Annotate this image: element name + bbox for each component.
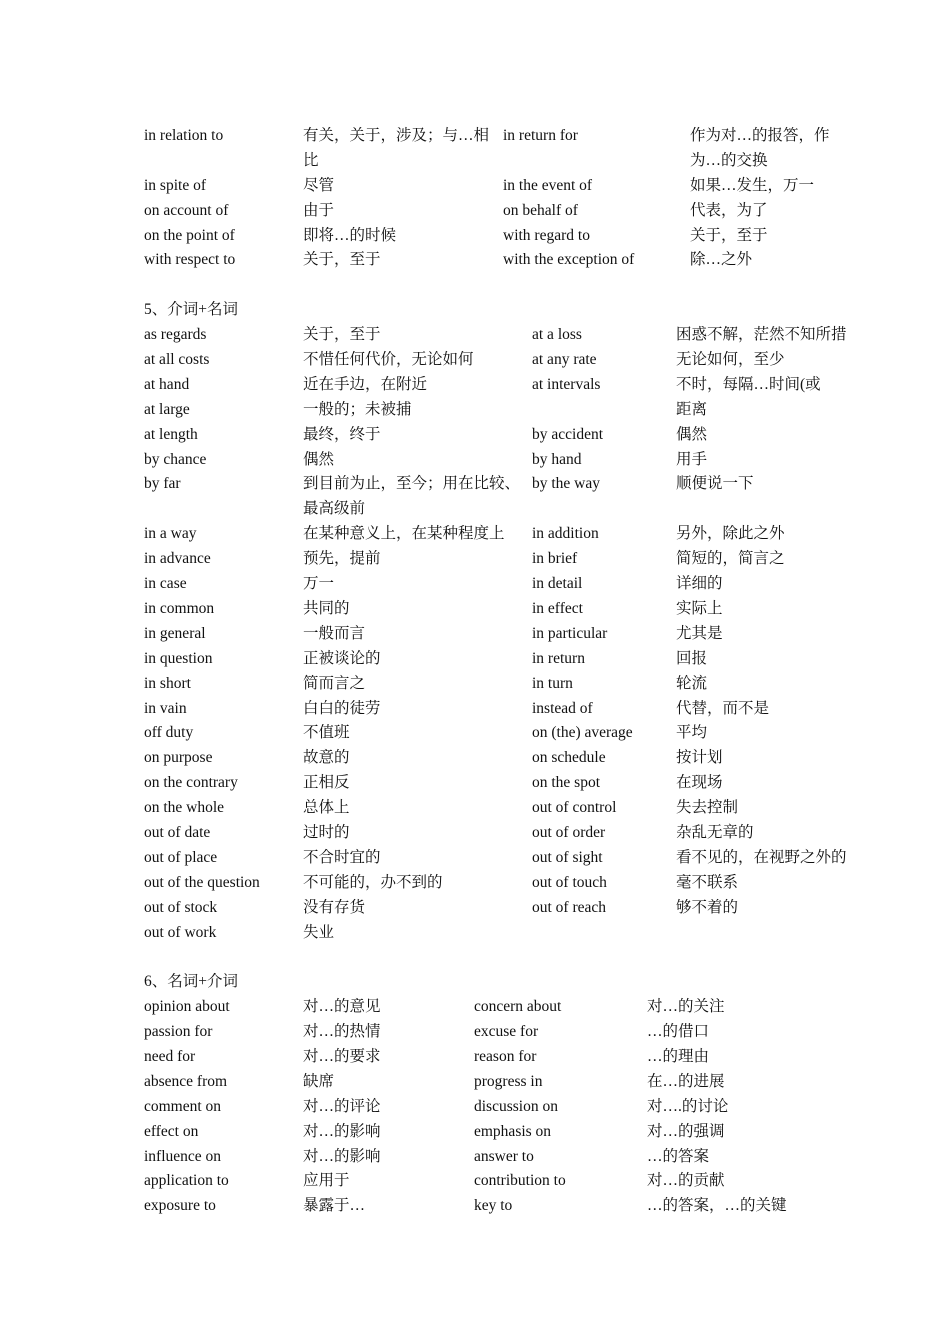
phrase-chinese: 过时的 [303,823,350,841]
phrase-chinese: 白白的徒劳 [303,699,381,717]
phrase-row [144,746,884,771]
phrase-chinese: 杂乱无章的 [676,823,754,841]
phrase-row [144,423,884,448]
phrase-english: as regards [144,326,207,344]
phrase-english: reason for [474,1047,537,1065]
phrase-row [144,472,884,522]
phrase-row [144,1045,884,1070]
phrase-english: in advance [144,550,211,568]
phrase-chinese: 缺席 [303,1072,335,1090]
phrase-english: in question [144,649,213,667]
phrase-english: off duty [144,724,194,742]
phrase-row [144,672,884,697]
phrase-row [144,398,884,423]
phrase-english: out of date [144,823,211,841]
phrase-table-prepositional [144,124,884,273]
phrase-english: in particular [532,624,608,642]
phrase-chinese: 如果…发生，万一 [690,176,815,194]
phrase-english: out of the question [144,873,260,891]
section-6-heading: 6、名词+介词 [144,973,238,991]
phrase-chinese: 近在手边，在附近 [303,375,428,393]
phrase-row [144,622,884,647]
phrase-row [144,1070,884,1095]
phrase-chinese: 有关，关于，涉及；与…相比 [303,127,490,169]
phrase-row [144,323,884,348]
phrase-chinese: 详细的 [676,575,723,593]
phrase-english: on (the) average [532,724,633,742]
phrase-english: in the event of [503,176,593,194]
phrase-chinese: 尽管 [303,176,335,194]
phrase-chinese: 另外，除此之外 [676,525,785,543]
phrase-english: at any rate [532,351,597,369]
phrase-english: with regard to [503,226,590,244]
phrase-english: with respect to [144,251,236,269]
phrase-table-preposition-noun [144,323,884,945]
phrase-chinese: 对…的热情 [303,1023,381,1041]
phrase-chinese: 即将…的时候 [303,226,397,244]
phrase-english: by far [144,475,181,493]
phrase-row [144,697,884,722]
phrase-chinese: 关于，至于 [690,226,768,244]
phrase-chinese: 作为对…的报答，作为…的交换 [690,127,830,169]
phrase-chinese: 最终，终于 [303,425,381,443]
phrase-row [144,995,884,1020]
phrase-chinese: …的借口 [647,1023,710,1041]
phrase-row [144,896,884,921]
phrase-english: in general [144,624,206,642]
phrase-english: in return for [503,127,578,144]
phrase-english: in a way [144,525,197,543]
phrase-table-noun-preposition [144,995,884,1219]
phrase-english: in return [532,649,585,667]
phrase-english: key to [474,1197,513,1215]
phrase-english: in effect [532,599,583,617]
phrase-english: in short [144,674,191,692]
phrase-english: by chance [144,450,207,468]
phrase-row [144,124,884,174]
phrase-chinese: 实际上 [676,599,723,617]
phrase-chinese: 简短的，简言之 [676,550,785,568]
phrase-chinese: 预先，提前 [303,550,381,568]
phrase-chinese: 总体上 [303,799,350,817]
phrase-chinese: 在某种意义上，在某种程度上 [303,525,505,543]
phrase-chinese: 不惜任何代价，无论如何 [303,351,474,369]
phrase-english: emphasis on [474,1122,552,1140]
phrase-row [144,846,884,871]
phrase-row [144,199,884,224]
phrase-row [144,1020,884,1045]
phrase-chinese: 偶然 [676,425,708,443]
phrase-chinese: 对…的影响 [303,1122,381,1140]
phrase-chinese: 不时，每隔…时间(或 [676,375,821,393]
phrase-english: application to [144,1172,229,1190]
phrase-chinese: 除…之外 [690,251,753,269]
phrase-row [144,721,884,746]
phrase-chinese: 正相反 [303,774,350,792]
phrase-english: answer to [474,1147,534,1165]
phrase-english: by accident [532,425,604,443]
phrase-chinese: 平均 [676,724,708,742]
phrase-chinese: 对…的要求 [303,1047,381,1065]
section-spacer [144,273,884,298]
phrase-row [144,1194,884,1219]
phrase-english: in case [144,575,187,593]
phrase-chinese: 万一 [303,575,335,593]
phrase-chinese: 在…的进展 [647,1072,725,1090]
phrase-english: opinion about [144,998,230,1016]
phrase-chinese: 失去控制 [676,799,739,817]
phrase-chinese: 对…的强调 [647,1122,725,1140]
phrase-chinese: 对…的贡献 [647,1172,725,1190]
phrase-english: at a loss [532,326,582,344]
phrase-chinese: 距离 [676,400,708,418]
phrase-chinese: 尤其是 [676,624,723,642]
phrase-english: out of stock [144,898,218,916]
phrase-english: in addition [532,525,599,543]
phrase-english: concern about [474,998,562,1016]
phrase-row [144,348,884,373]
phrase-chinese: 对….的讨论 [647,1097,729,1115]
phrase-chinese: 关于，至于 [303,326,381,344]
phrase-english: in relation to [144,127,224,144]
section-spacer [144,945,884,970]
phrase-english: in common [144,599,215,617]
phrase-english: absence from [144,1072,228,1090]
phrase-chinese: 不值班 [303,724,350,742]
phrase-row [144,174,884,199]
phrase-english: out of touch [532,873,607,891]
phrase-row [144,1120,884,1145]
phrase-english: at intervals [532,375,601,393]
phrase-chinese: 轮流 [676,674,708,692]
phrase-english: on account of [144,201,229,219]
phrase-english: progress in [474,1072,543,1090]
phrase-chinese: 按计划 [676,749,723,767]
phrase-chinese: 没有存货 [303,898,366,916]
phrase-english: out of control [532,799,617,817]
phrase-english: by the way [532,475,601,493]
phrase-english: in vain [144,699,187,717]
phrase-english: with the exception of [503,251,635,269]
phrase-chinese: 简而言之 [303,674,366,692]
phrase-chinese: 到目前为止，至今；用在比较、最高级前 [303,475,521,518]
phrase-chinese: 故意的 [303,749,350,767]
phrase-english: effect on [144,1122,199,1140]
phrase-row [144,522,884,547]
phrase-chinese: …的理由 [647,1047,710,1065]
phrase-chinese: 毫不联系 [676,873,739,891]
phrase-row [144,796,884,821]
phrase-english: at length [144,425,198,443]
phrase-chinese: 回报 [676,649,708,667]
phrase-english: comment on [144,1097,222,1115]
phrase-row [144,1145,884,1170]
phrase-chinese: 由于 [303,201,335,219]
phrase-english: exposure to [144,1197,216,1215]
phrase-chinese: 对…的评论 [303,1097,381,1115]
phrase-chinese: 应用于 [303,1172,350,1190]
phrase-english: at hand [144,375,190,393]
phrase-english: on purpose [144,749,213,767]
phrase-english: at large [144,400,190,418]
phrase-chinese: 共同的 [303,599,350,617]
phrase-row [144,1095,884,1120]
phrase-chinese: 偶然 [303,450,335,468]
phrase-row [144,248,884,273]
phrase-chinese: 不合时宜的 [303,848,381,866]
phrase-chinese: 对…的关注 [647,998,725,1016]
phrase-english: by hand [532,450,582,468]
phrase-english: at all costs [144,351,210,369]
phrase-english: excuse for [474,1023,539,1041]
phrase-chinese: …的答案，…的关键 [647,1197,787,1215]
document-page [144,124,884,1219]
phrase-row [144,1169,884,1194]
phrase-chinese: 正被谈论的 [303,649,381,667]
phrase-chinese: 一般的；未被捕 [303,400,412,418]
phrase-chinese: 代表，为了 [690,201,768,219]
phrase-english: need for [144,1047,196,1065]
phrase-row [144,547,884,572]
phrase-chinese: 在现场 [676,774,723,792]
phrase-english: out of sight [532,848,603,866]
phrase-english: out of reach [532,898,607,916]
phrase-chinese: …的答案 [647,1147,710,1165]
phrase-english: out of order [532,823,606,841]
phrase-chinese: 看不见的，在视野之外的 [676,848,847,866]
phrase-english: discussion on [474,1097,558,1115]
phrase-english: on the contrary [144,774,238,792]
phrase-english: on behalf of [503,201,578,219]
phrase-english: passion for [144,1023,213,1041]
phrase-english: on the whole [144,799,225,817]
phrase-chinese: 用手 [676,450,708,468]
phrase-english: in brief [532,550,578,568]
phrase-chinese: 关于，至于 [303,251,381,269]
phrase-english: out of place [144,848,218,866]
phrase-row [144,871,884,896]
phrase-row [144,771,884,796]
phrase-chinese: 一般而言 [303,624,366,642]
phrase-row [144,572,884,597]
phrase-chinese: 代替，而不是 [676,699,770,717]
phrase-english: in spite of [144,176,206,194]
phrase-row [144,448,884,473]
phrase-chinese: 失业 [303,923,335,941]
section-5-heading: 5、介词+名词 [144,301,238,319]
phrase-chinese: 暴露于… [303,1197,366,1215]
phrase-english: influence on [144,1147,222,1165]
phrase-row [144,373,884,398]
phrase-chinese: 够不着的 [676,898,739,916]
phrase-chinese: 顺便说一下 [676,475,754,493]
phrase-english: on schedule [532,749,606,767]
phrase-english: in detail [532,575,583,593]
phrase-english: on the point of [144,226,235,244]
phrase-chinese: 对…的意见 [303,998,381,1016]
phrase-english: out of work [144,923,217,941]
phrase-english: instead of [532,699,593,717]
phrase-chinese: 无论如何，至少 [676,351,785,369]
phrase-row [144,597,884,622]
phrase-row [144,224,884,249]
phrase-row [144,821,884,846]
phrase-chinese: 困惑不解，茫然不知所措 [676,326,847,344]
phrase-english: in turn [532,674,573,692]
phrase-row [144,921,884,946]
phrase-english: on the spot [532,774,601,792]
phrase-english: contribution to [474,1172,566,1190]
phrase-chinese: 对…的影响 [303,1147,381,1165]
phrase-chinese: 不可能的，办不到的 [303,873,443,891]
phrase-row [144,647,884,672]
